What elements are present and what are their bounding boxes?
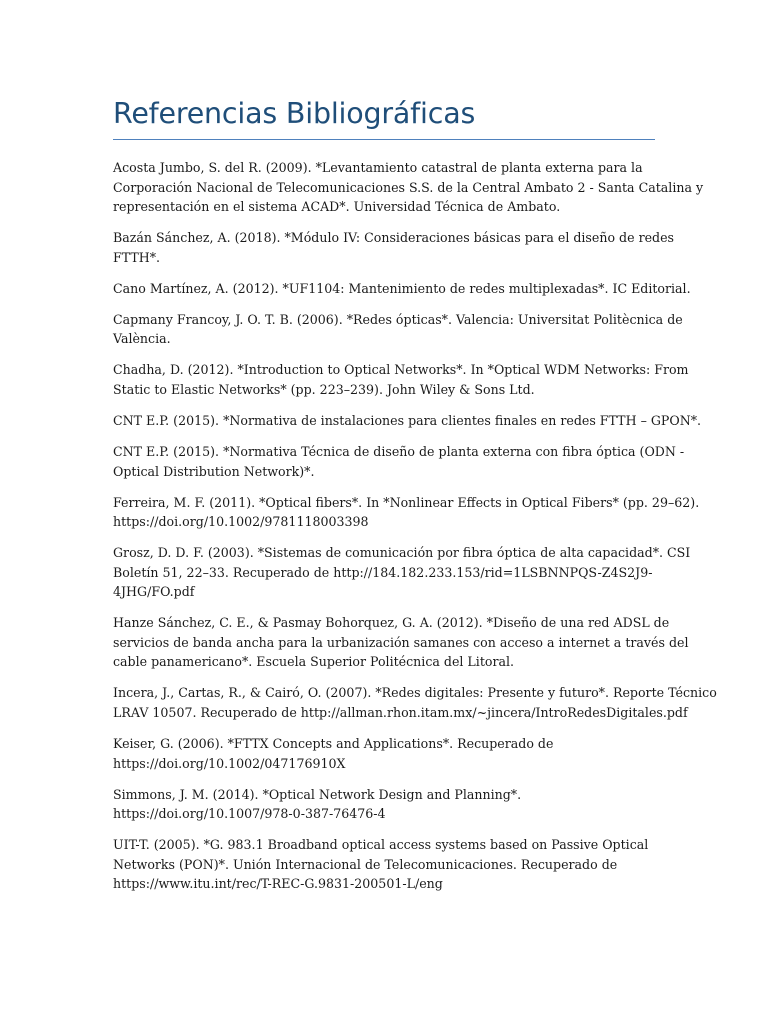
reference-entry <box>113 734 658 773</box>
reference-text-line: Optical Distribution Network)*. <box>113 463 315 479</box>
reference-entry <box>113 411 702 431</box>
reference-text-line: https://doi.org/10.1002/047176910X <box>113 755 346 771</box>
reference-entry <box>113 360 689 399</box>
reference-text-line: València. <box>113 331 171 347</box>
reference-text-line: Hanze Sánchez, C. E., & Pasmay Bohorquez, G. A. (2012). *Diseño de una red ADSL de <box>113 615 670 631</box>
reference-text-line: FTTH*. <box>113 249 161 265</box>
reference-entry <box>113 158 704 217</box>
reference-text-line: https://doi.org/10.1007/978-0-387-76476-4 <box>113 806 386 822</box>
reference-text-line: https://www.itu.int/rec/T-REC-G.9831-200501-L/eng <box>113 876 443 892</box>
reference-text-line: representación en el sistema ACAD*. Universidad Técnica de Ambato. <box>113 199 561 214</box>
reference-text-line: Incera, J., Cartas, R., & Cairó, O. (2007). *Redes digitales: Presente y futuro*. Reporte Técnico <box>113 685 717 701</box>
reference-entry <box>113 442 685 481</box>
reference-text-line: 4JHG/FO.pdf <box>113 584 195 600</box>
reference-text-line: CNT E.P. (2015). *Normativa de instalaciones para clientes finales en redes FTTH – GPON*. <box>113 412 702 428</box>
reference-text-line: Acosta Jumbo, S. del R. (2009). *Levantamiento catastral de planta externa para la <box>113 160 643 175</box>
reference-entry <box>113 683 717 722</box>
reference-text-line: Static to Elastic Networks* (pp. 223–239). John Wiley & Sons Ltd. <box>113 381 535 397</box>
reference-text-line: https://doi.org/10.1002/9781118003398 <box>113 514 369 530</box>
reference-text-line: Ferreira, M. F. (2011). *Optical fibers*. In *Nonlinear Effects in Optical Fibers* (pp. 29–62). <box>113 494 700 510</box>
reference-entry <box>113 228 675 267</box>
reference-list <box>113 158 717 905</box>
reference-text-line: Chadha, D. (2012). *Introduction to Optical Networks*. In *Optical WDM Networks: From <box>113 362 689 378</box>
reference-text-line: Simmons, J. M. (2014). *Optical Network Design and Planning*. <box>113 786 522 802</box>
reference-entry <box>113 279 691 299</box>
reference-entry <box>113 493 700 532</box>
reference-entry <box>113 613 689 672</box>
reference-entry <box>113 310 683 349</box>
reference-text-line: Corporación Nacional de Telecomunicaciones S.S. de la Central Ambato 2 - Santa Catalina y <box>113 179 704 195</box>
reference-entry <box>113 785 658 824</box>
reference-text-line: CNT E.P. (2015). *Normativa Técnica de diseño de planta externa con fibra óptica (ODN - <box>113 444 685 460</box>
reference-text-line: Keiser, G. (2006). *FTTX Concepts and Applications*. Recuperado de <box>113 736 554 752</box>
reference-text-line: Boletín 51, 22–33. Recuperado de http://184.182.233.153/rid=1LSBNNPQS-Z4S2J9- <box>113 564 653 580</box>
reference-text-line: Bazán Sánchez, A. (2018). *Módulo IV: Consideraciones básicas para el diseño de redes <box>113 230 675 246</box>
page-title: Referencias Bibliográficas <box>113 97 476 130</box>
reference-entry <box>113 835 658 894</box>
reference-text-line: LRAV 10507. Recuperado de http://allman.rhon.itam.mx/~jincera/IntroRedesDigitales.pdf <box>113 704 688 720</box>
reference-text-line: Capmany Francoy, J. O. T. B. (2006). *Redes ópticas*. Valencia: Universitat Politècnica de <box>113 311 683 327</box>
reference-text-line: servicios de banda ancha para la urbanización samanes con acceso a internet a través del <box>113 634 689 650</box>
reference-text-line: UIT-T. (2005). *G. 983.1 Broadband optical access systems based on Passive Optical <box>113 837 649 853</box>
reference-text-line: cable panamericano*. Escuela Superior Politécnica del Litoral. <box>113 654 515 670</box>
reference-text-line: Grosz, D. D. F. (2003). *Sistemas de comunicación por fibra óptica de alta capacidad*. CSI <box>113 545 691 561</box>
reference-text-line: Networks (PON)*. Unión Internacional de Telecomunicaciones. Recuperado de <box>113 856 618 872</box>
title-underline-rule <box>113 139 655 140</box>
reference-entry <box>113 543 691 602</box>
reference-text-line: Cano Martínez, A. (2012). *UF1104: Mantenimiento de redes multiplexadas*. IC Editorial. <box>113 280 691 296</box>
